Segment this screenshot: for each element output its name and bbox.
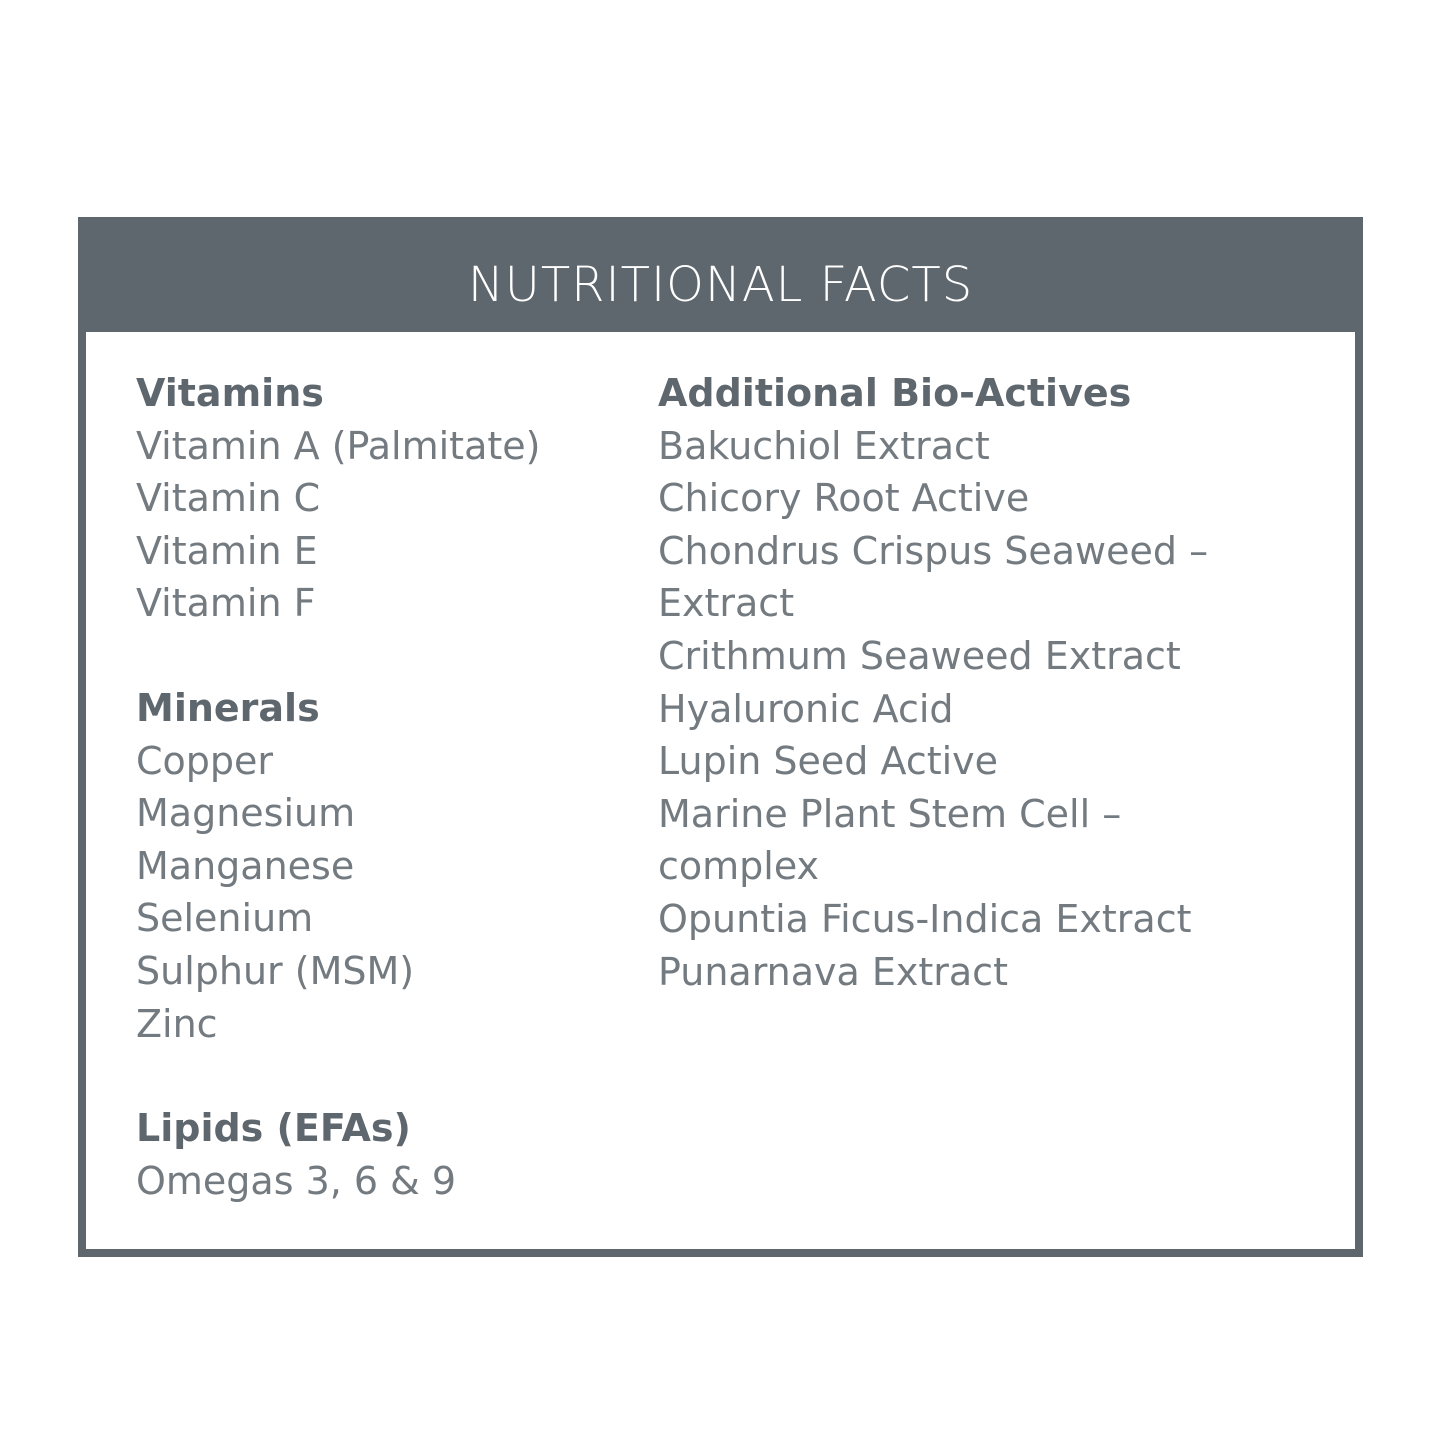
list-item: Sulphur (MSM) <box>136 948 415 993</box>
panel-title: NUTRITIONAL FACTS <box>467 257 974 313</box>
list-item: Vitamin C <box>136 476 321 521</box>
group-item-list <box>658 420 1318 999</box>
group-item-list <box>136 1155 636 1208</box>
group-item-list <box>136 735 636 1051</box>
group-heading: Minerals <box>136 685 320 730</box>
list-item: complex <box>658 844 820 889</box>
list-item: Manganese <box>136 843 355 888</box>
list-item: Copper <box>136 738 274 783</box>
list-item: Magnesium <box>136 791 356 836</box>
list-item: Selenium <box>136 896 314 941</box>
list-item: Punarnava Extract <box>658 949 1008 994</box>
list-item: Chondrus Crispus Seaweed – <box>658 528 1209 573</box>
list-item: Crithmum Seaweed Extract <box>658 633 1181 678</box>
list-item: Lupin Seed Active <box>658 739 999 784</box>
group-heading: Additional Bio-Actives <box>658 371 1132 415</box>
list-item: Extract <box>658 581 795 626</box>
list-item: Vitamin E <box>136 528 318 573</box>
group-heading: Lipids (EFAs) <box>136 1106 411 1151</box>
list-item: Opuntia Ficus-Indica Extract <box>658 896 1192 941</box>
list-item: Bakuchiol Extract <box>658 423 990 468</box>
right-column <box>658 367 1318 1050</box>
group-additional-bio-actives <box>658 367 1318 998</box>
list-item: Zinc <box>136 1001 218 1046</box>
list-item: Marine Plant Stem Cell – <box>658 791 1122 836</box>
group-lipids <box>136 1102 636 1207</box>
nutritional-facts-panel <box>78 217 1363 1257</box>
group-minerals <box>136 682 636 1050</box>
group-heading: Vitamins <box>136 371 324 415</box>
list-item: Omegas 3, 6 & 9 <box>136 1158 457 1203</box>
list-item: Vitamin F <box>136 581 316 626</box>
group-item-list <box>136 420 636 630</box>
left-column <box>136 367 636 1259</box>
list-item: Hyaluronic Acid <box>658 686 954 731</box>
group-vitamins <box>136 367 636 630</box>
panel-header <box>85 224 1356 332</box>
list-item: Chicory Root Active <box>658 476 1030 521</box>
list-item: Vitamin A (Palmitate) <box>136 423 541 468</box>
